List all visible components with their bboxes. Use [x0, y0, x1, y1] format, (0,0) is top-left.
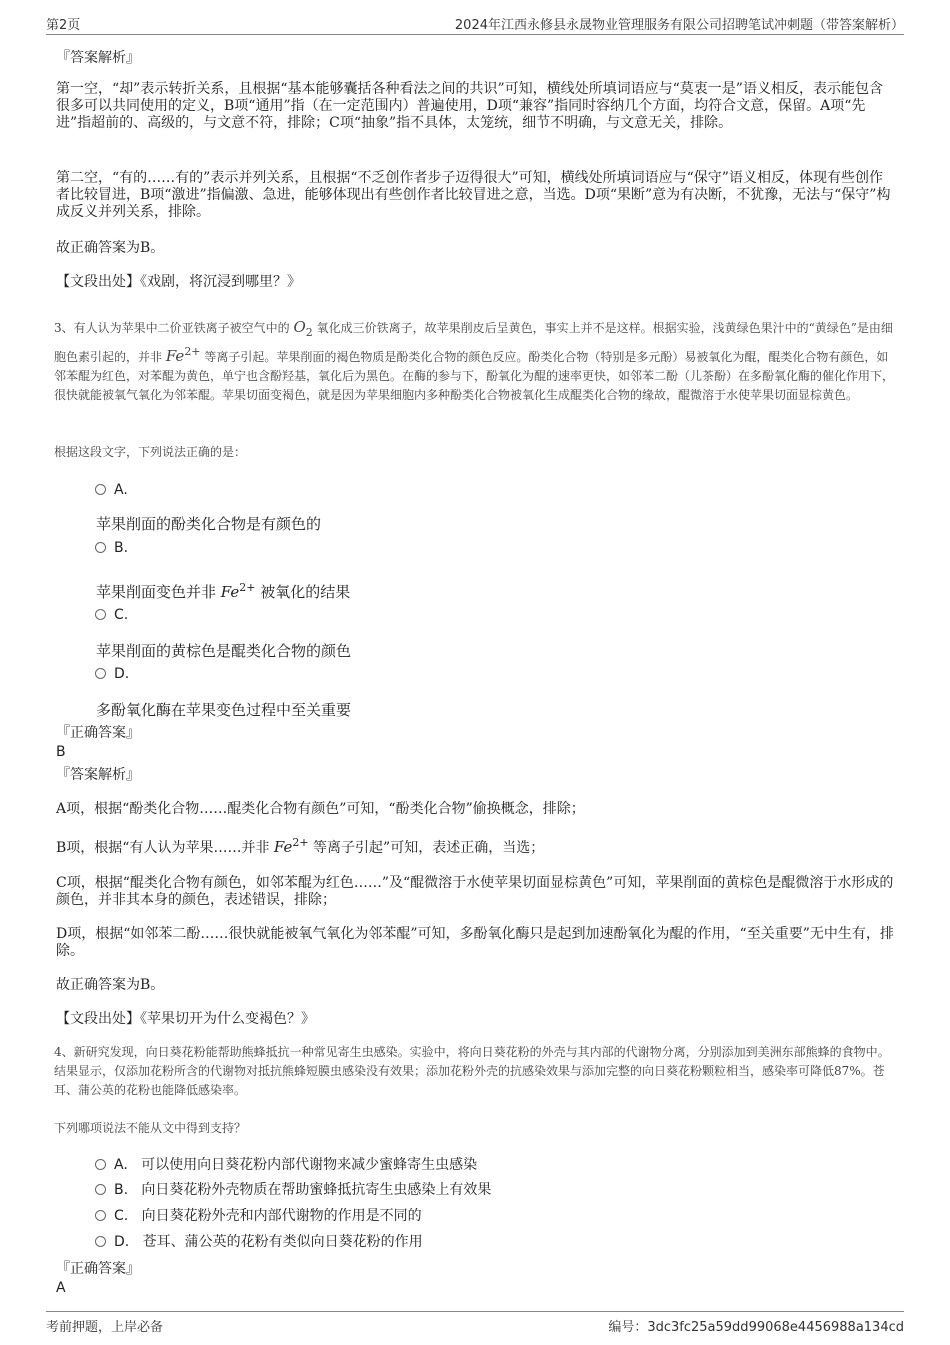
q3-stem: [54, 318, 894, 405]
ferrous-ion-formula: [166, 347, 201, 365]
iron-symbol: Fe: [273, 838, 293, 856]
iron-symbol: Fe: [165, 347, 185, 365]
page-footer: [46, 1311, 904, 1336]
q3-analysis-a: A项，根据“酚类化合物……醌类化合物有颜色”可知，“酚类化合物”偷换概念，排除；: [56, 801, 585, 817]
q3-stem-part-a: 3、有人认为苹果中二价亚铁离子被空气中的: [54, 321, 290, 335]
iron-charge: 2+: [239, 581, 256, 594]
radio-icon[interactable]: [95, 1210, 106, 1221]
q3-option-d-text: 多酚氧化酶在苹果变色过程中至关重要: [96, 701, 352, 719]
ferrous-ion-formula: [221, 583, 256, 601]
q3-option-c-text: 苹果削面的黄棕色是醌类化合物的颜色: [96, 642, 352, 660]
radio-icon[interactable]: [95, 1159, 106, 1170]
radio-icon[interactable]: [95, 668, 106, 679]
q3-option-c[interactable]: [95, 606, 128, 624]
q2-analysis-paragraph-1: 第一空，“却”表示转折关系，且根据“基本能够囊括各种看法之间的共识”可知，横线处所填词语应与“莫衷一是”语义相反，表示能包含很多可以共同使用的定义，B项“通用”指（在一定范围内）普遍使用，D项“兼容”指同时容纳几个方面，均符合文意，保留。A项“先进”指超前的、高级的，与文意不符，排除；C项“抽象”指不具体，太笼统，细节不明确，与文意无关，排除。: [56, 81, 883, 131]
q4-answer: A: [56, 1280, 66, 1296]
page-header: [46, 12, 904, 35]
q4-answer-label: 『正确答案』: [56, 1261, 140, 1277]
q4-option-a-letter: A.: [114, 1157, 128, 1173]
radio-icon[interactable]: [95, 484, 106, 495]
q3-conclusion: 故正确答案为B。: [56, 977, 165, 993]
q3-option-c-letter: C.: [114, 607, 129, 623]
q3-option-a-text: 苹果削面的酚类化合物是有颜色的: [96, 515, 322, 533]
q4-stem: 4、新研究发现，向日葵花粉能帮助熊蜂抵抗一种常见寄生虫感染。实验中，将向日葵花粉的外壳与其内部的代谢物分离，分别添加到美洲东部熊蜂的食物中。结果显示，仅添加花粉所含的代谢物对抵抗熊蜂短膜虫感染没有效果；添加花粉外壳的抗感染效果与添加完整的向日葵花粉颗粒相当，感染率可降低87%。苍耳、蒲公英的花粉也能降低感染率。: [54, 1045, 890, 1097]
q3-stem-part-c: 等离子引起。苹果削面的褐色物质是酚类化合物的颜色反应。酚类化合物（特别是多元酚）易被氧化为醌，醌类化合物有颜色，如邻苯醌为红色，对苯醌为黄色，单宁也含酚羟基，氧化后为黑色。在酶的参与下，酚氧化为醌的速率更快，如邻苯二酚（儿茶酚）在多酚氧化酶的催化作用下，很快就能被氧气氧化为邻苯醌。苹果切面变褐色，就是因为苹果细胞内多种酚类化合物被氧化生成醌类化合物的缘故，醌微溶于水使苹果切面显棕黄色。: [54, 350, 895, 402]
q3-analysis-label: 『答案解析』: [56, 767, 140, 783]
q3-option-b-text-b: 被氧化的结果: [260, 583, 351, 601]
q2-analysis-paragraph-2: 第二空，“有的……有的”表示并列关系，且根据“不乏创作者步子迈得很大”可知，横线处所填词语应与“保守”语义相反，体现有些创作者比较冒进，B项“激进”指偏激、急进，能够体现出有些创作者比较冒进之意，当选。D项“果断”意为有决断，不犹豫，无法与“保守”构成反义并列关系，排除。: [56, 170, 891, 220]
q4-option-b-text: 向日葵花粉外壳物质在帮助蜜蜂抵抗寄生虫感染上有效果: [141, 1182, 492, 1198]
q4-option-c-text: 向日葵花粉外壳和内部代谢物的作用是不同的: [141, 1208, 422, 1224]
q3-option-d-letter: D.: [114, 666, 130, 682]
q3-option-b-letter: B.: [114, 540, 129, 556]
q4-option-c-letter: C.: [114, 1208, 129, 1224]
q2-conclusion: 故正确答案为B。: [56, 240, 165, 256]
q3-source: 【文段出处】《苹果切开为什么变褐色？》: [56, 1011, 315, 1027]
q4-option-b[interactable]: [95, 1181, 491, 1199]
oxygen-symbol: O: [293, 318, 306, 336]
ferrous-ion-formula: [274, 838, 309, 856]
q3-analysis-b-part-a: B项，根据“有人认为苹果……并非: [56, 840, 270, 856]
q4-option-d-letter: D.: [114, 1234, 130, 1250]
page-number: 第2页: [46, 18, 81, 33]
q3-analysis-d: D项，根据“如邻苯二酚……很快就能被氧气氧化为邻苯醌”可知，多酚氧化酶只是起到加速酚氧化为醌的作用，“至关重要”无中生有，排除。: [56, 926, 894, 959]
document-title: 2024年江西永修县永晟物业管理服务有限公司招聘笔试冲刺题（带答案解析）: [454, 18, 904, 33]
oxygen-formula: [293, 318, 313, 339]
q3-option-d[interactable]: [95, 665, 129, 683]
q4-option-c[interactable]: [95, 1207, 422, 1225]
q3-analysis-b-part-b: 等离子引起”可知，表述正确，当选；: [313, 840, 545, 856]
iron-charge: 2+: [184, 345, 201, 358]
q3-option-b-text-a: 苹果削面变色并非: [96, 583, 217, 601]
q4-option-a[interactable]: [95, 1156, 477, 1174]
iron-charge: 2+: [292, 836, 309, 849]
q3-analysis-c: C项，根据“醌类化合物有颜色，如邻苯醌为红色……”及“醌微溶于水使苹果切面显棕黄色”可知，苹果削面的黄棕色是醌微溶于水形成的颜色，并非其本身的颜色，表述错误，排除；: [56, 875, 894, 908]
q2-analysis-label: 『答案解析』: [56, 50, 140, 66]
radio-icon[interactable]: [95, 1236, 106, 1247]
footer-slogan: 考前押题，上岸必备: [46, 1320, 164, 1335]
q3-option-a-letter: A.: [114, 482, 128, 498]
q3-answer-label: 『正确答案』: [56, 725, 140, 741]
q4-option-d[interactable]: [95, 1233, 423, 1251]
q3-option-b[interactable]: [95, 539, 128, 557]
radio-icon[interactable]: [95, 542, 106, 553]
document-code: 编号：3dc3fc25a59dd99068e4456988a134cd: [608, 1320, 904, 1335]
q4-option-d-text: 苍耳、蒲公英的花粉有类似向日葵花粉的作用: [142, 1234, 423, 1250]
iron-symbol: Fe: [220, 583, 240, 601]
q3-answer: B: [56, 744, 66, 760]
q3-option-b-text: [96, 578, 350, 602]
q3-prompt: 根据这段文字，下列说法正确的是：: [54, 445, 247, 459]
oxygen-subscript: 2: [305, 326, 313, 339]
q3-option-a[interactable]: [95, 481, 128, 499]
q3-analysis-b: [56, 834, 896, 857]
q4-option-b-letter: B.: [114, 1182, 129, 1198]
q3-stem-part-b: 氧化成三价铁离子，故苹果削皮后呈黄色，事实上并不是这样。根据实验，浅黄绿色果汁中的“黄绿色”是由细胞色素引起的，并非: [54, 321, 893, 364]
q4-prompt: 下列哪项说法不能从文中得到支持？: [54, 1121, 247, 1135]
radio-icon[interactable]: [95, 609, 106, 620]
q4-option-a-text: 可以使用向日葵花粉内部代谢物来减少蜜蜂寄生虫感染: [141, 1157, 478, 1173]
q2-source: 【文段出处】《戏剧，将沉浸到哪里？》: [56, 274, 301, 290]
radio-icon[interactable]: [95, 1184, 106, 1195]
